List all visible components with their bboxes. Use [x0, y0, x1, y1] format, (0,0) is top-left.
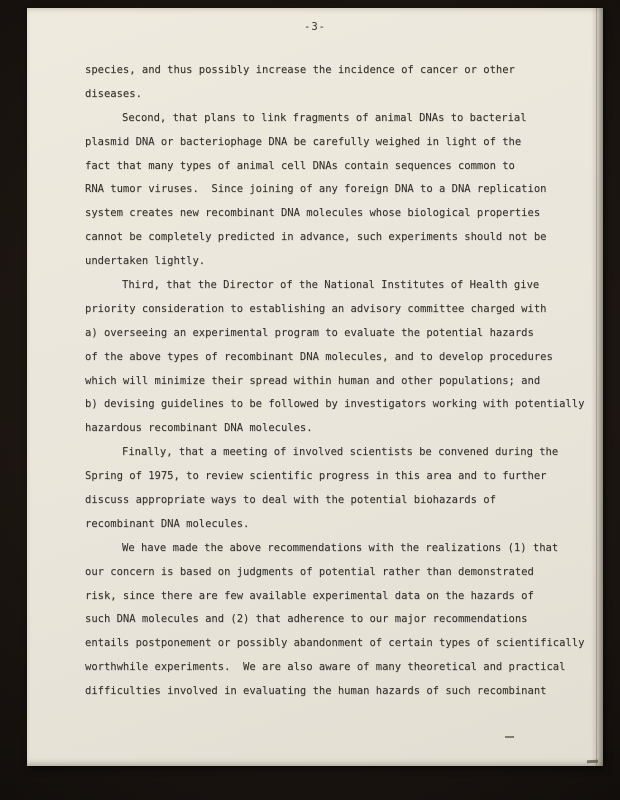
text-line: difficulties involved in evaluating the human hazards of such recombinant — [85, 685, 547, 698]
text-line: our concern is based on judgments of potential rather than demonstrated — [85, 565, 534, 578]
text-line: diseases. — [85, 87, 142, 100]
text-line: hazardous recombinant DNA molecules. — [85, 422, 313, 435]
text-line: discuss appropriate ways to deal with the potential biohazards of — [85, 494, 496, 507]
text-line: cannot be completely predicted in advance, such experiments should not be — [85, 231, 547, 244]
text-line: fact that many types of animal cell DNAs contain sequences common to — [85, 159, 515, 172]
text-line: which will minimize their spread within human and other populations; and — [85, 374, 541, 387]
text-line: worthwhile experiments. We are also aware of many theoretical and practical — [85, 661, 566, 674]
text-line: Spring of 1975, to review scientific progress in this area and to further — [85, 470, 547, 483]
text-line: We have made the above recommendations with the realizations (1) that — [122, 541, 559, 554]
page-number: -3- — [304, 21, 326, 33]
document-page — [27, 8, 603, 766]
text-line: Finally, that a meeting of involved scientists be convened during the — [122, 446, 559, 459]
text-line: plasmid DNA or bacteriophage DNA be carefully weighed in light of the — [85, 135, 522, 148]
text-line: RNA tumor viruses. Since joining of any foreign DNA to a DNA replication — [85, 183, 547, 196]
text-line: b) devising guidelines to be followed by investigators working with potentially — [85, 398, 585, 411]
scan-artifact-corner-mark — [587, 760, 598, 763]
document-body — [27, 59, 603, 704]
text-line: Third, that the Director of the National Institutes of Health give — [122, 279, 540, 292]
text-line: of the above types of recombinant DNA molecules, and to develop procedures — [85, 350, 553, 363]
text-line: priority consideration to establishing an advisory committee charged with — [85, 302, 547, 315]
text-line: undertaken lightly. — [85, 255, 206, 268]
text-line: entails postponement or possibly abandonment of certain types of scientifically — [85, 637, 585, 650]
text-line: risk, since there are few available experimental data on the hazards of — [85, 589, 534, 602]
text-line: Second, that plans to link fragments of animal DNAs to bacterial — [122, 111, 527, 124]
scan-artifact-dash — [505, 736, 514, 738]
text-line: such DNA molecules and (2) that adherence to our major recommendations — [85, 613, 528, 626]
text-line: recombinant DNA molecules. — [85, 517, 250, 530]
text-line: system creates new recombinant DNA molecules whose biological properties — [85, 207, 541, 220]
text-line: species, and thus possibly increase the incidence of cancer or other — [85, 64, 515, 76]
text-line: a) overseeing an experimental program to evaluate the potential hazards — [85, 326, 534, 339]
